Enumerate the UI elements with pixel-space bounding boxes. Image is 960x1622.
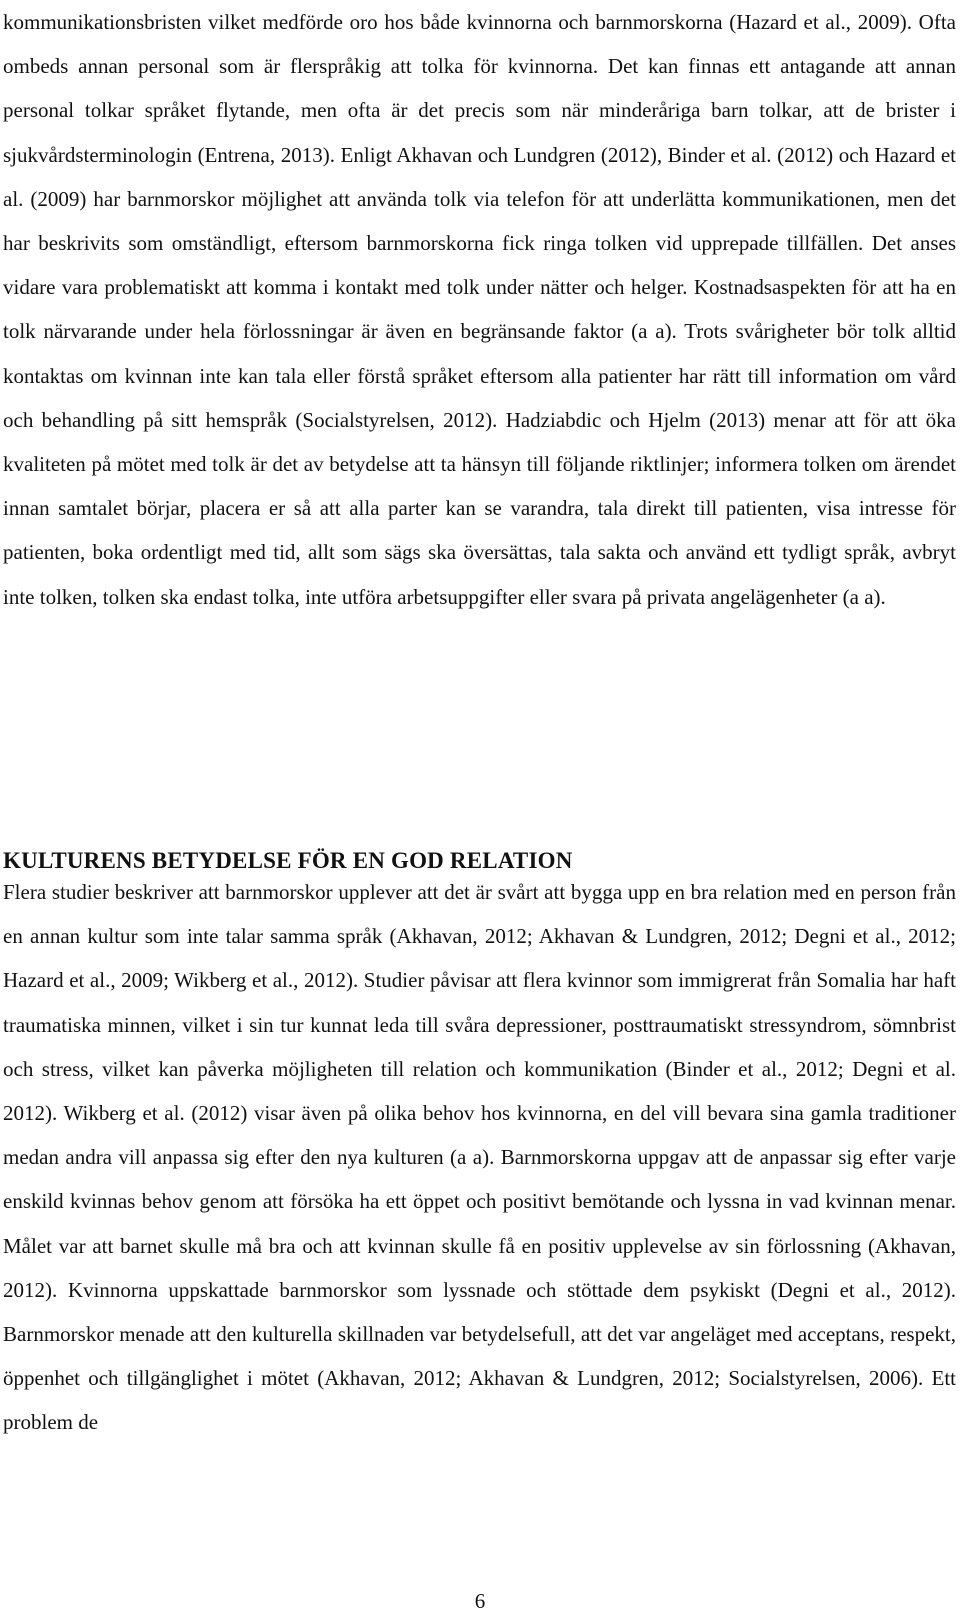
body-paragraph-2: Flera studier beskriver att barnmorskor upplever att det är svårt att bygga upp en bra relation med en person från en annan kultur som inte talar samma språk (Akhavan, 2012; Akhavan & Lundgren, 2012; Degni et al., 2012; Hazard et al., 2009; Wikberg et al., 2012). Studier påvisar att flera kvinnor som immigrerat från Somalia har haft traumatiska minnen, vilket i sin tur kunnat leda till svåra depressioner, posttraumatiskt stressyndrom, sömnbrist och stress, vilket kan påverka möjligheten till relation och kommunikation (Binder et al., 2012; Degni et al. 2012). Wikberg et al. (2012) visar även på olika behov hos kvinnorna, en del vill bevara sina gamla traditioner medan andra vill anpassa sig efter den nya kulturen (a a). Barnmorskorna uppgav att de anpassar sig efter varje enskild kvinnas behov genom att försöka ha ett öppet och positivt bemötande och lyssna in vad kvinnan menar. Målet var att barnet skulle må bra och att kvinnan skulle få en positiv upplevelse av sin förlossning (Akhavan, 2012). Kvinnorna uppskattade barnmorskor som lyssnade och stöttade dem psykiskt (Degni et al., 2012). Barnmorskor menade att den kulturella skillnaden var betydelsefull, att det var angeläget med acceptans, respekt, öppenhet och tillgänglighet i mötet (Akhavan, 2012; Akhavan & Lundgren, 2012; Socialstyrelsen, 2006). Ett problem de (3, 880, 956, 1435)
section-heading: KULTURENS BETYDELSE FÖR EN GOD RELATION (3, 848, 573, 873)
page-number: 6 (474, 1589, 486, 1613)
body-paragraph-1: kommunikationsbristen vilket medförde oro hos både kvinnorna och barnmorskorna (Hazard et al., 2009). Ofta ombeds annan personal som är flerspråkig att tolka för kvinnorna. Det kan finnas ett antagande att annan personal tolkar språket flytande, men ofta är det precis som när minderåriga barn tolkar, att de brister i sjukvårdsterminologin (Entrena, 2013). Enligt Akhavan och Lundgren (2012), Binder et al. (2012) och Hazard et al. (2009) har barnmorskor möjlighet att använda tolk via telefon för att underlätta kommunikationen, men det har beskrivits som omständligt, eftersom barnmorskorna fick ringa tolken vid upprepade tillfällen. Det anses vidare vara problematiskt att komma i kontakt med tolk under nätter och helger. Kostnadsaspekten för att ha en tolk närvarande under hela förlossningar är även en begränsande faktor (a a). Trots svårigheter bör tolk alltid kontaktas om kvinnan inte kan tala eller förstå språket eftersom alla patienter har rätt till information om vård och behandling på sitt hemspråk (Socialstyrelsen, 2012). Hadziabdic och Hjelm (2013) menar att för att öka kvaliteten på mötet med tolk är det av betydelse att ta hänsyn till följande riktlinjer; informera tolken om ärendet innan samtalet börjar, placera er så att alla parter kan se varandra, tala direkt till patienten, visa intresse för patienten, boka ordentligt med tid, allt som sägs ska översättas, tala sakta och använd ett tydligt språk, avbryt inte tolken, tolken ska endast tolka, inte utföra arbetsuppgifter eller svara på privata angelägenheter (a a). (3, 10, 956, 609)
